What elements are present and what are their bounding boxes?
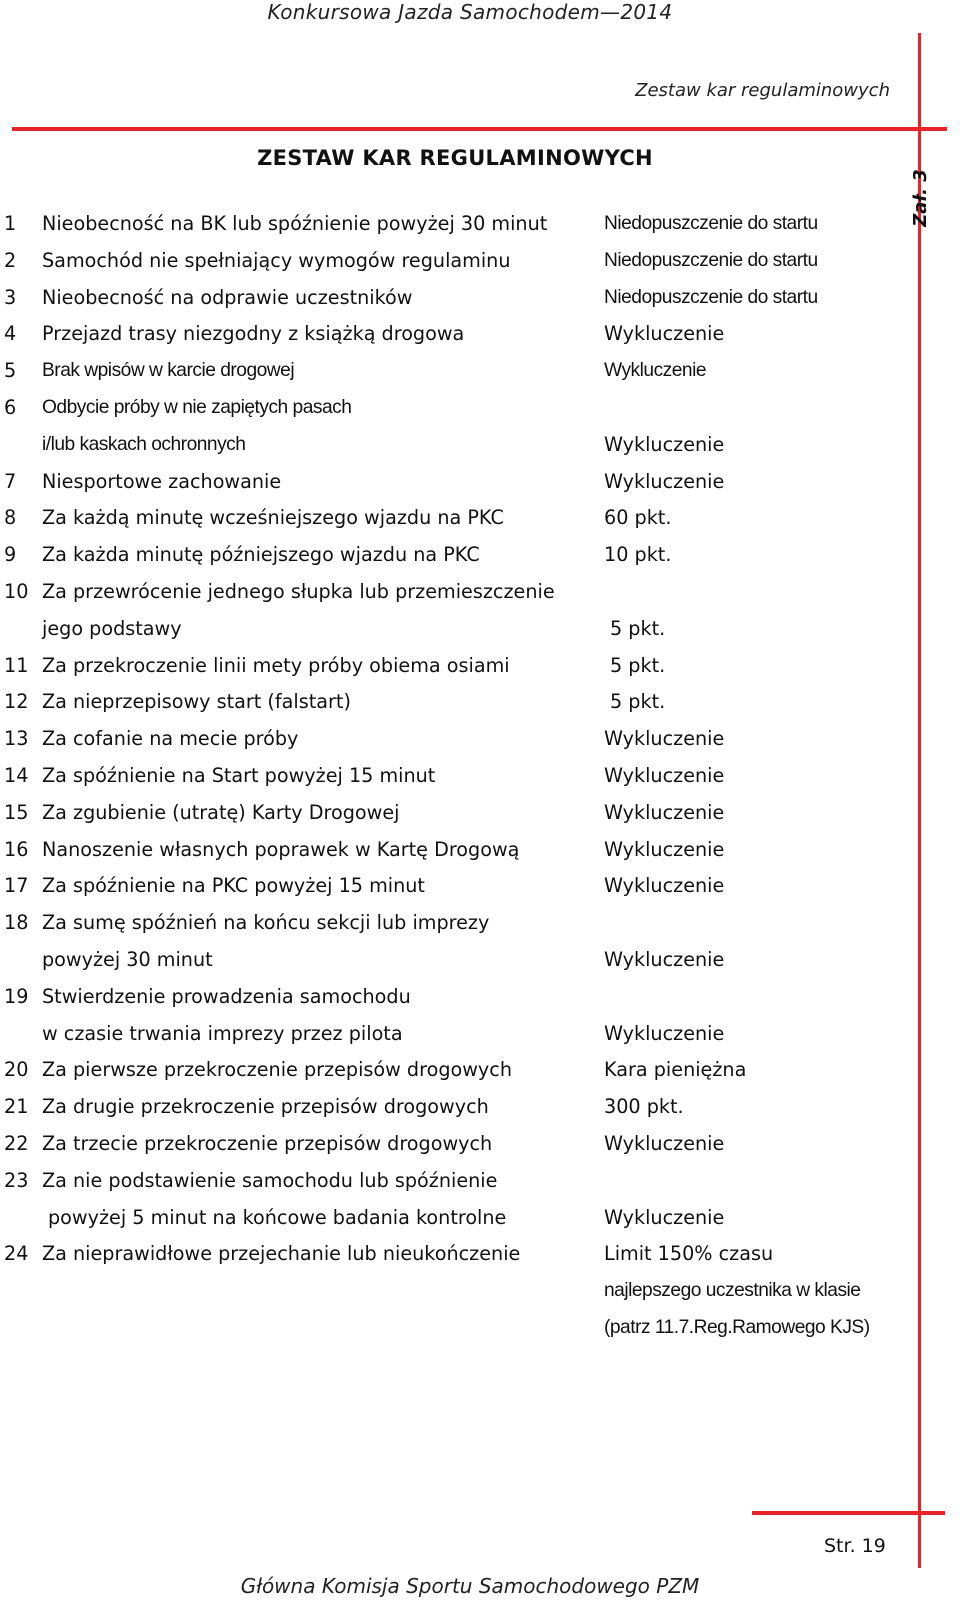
row-description: Za pierwsze przekroczenie przepisów drogowych <box>42 1058 512 1082</box>
row-penalty: Wykluczenie <box>604 837 725 861</box>
row-penalty: Wykluczenie <box>604 1131 725 1155</box>
row-description: w czasie trwania imprezy przez pilota <box>42 1021 403 1045</box>
row-description: Za spóźnienie na Start powyżej 15 minut <box>42 763 436 787</box>
row-penalty: Limit 150% czasu <box>604 1242 774 1266</box>
row-penalty: Wykluczenie <box>604 469 725 493</box>
row-number: 15 <box>4 800 29 824</box>
row-description: Przejazd trasy niezgodny z książką drogowa <box>42 322 465 346</box>
row-description: Za spóźnienie na PKC powyżej 15 minut <box>42 874 425 898</box>
table-row <box>0 464 918 501</box>
penalty-table <box>0 206 918 1347</box>
row-penalty: Wykluczenie <box>604 727 725 751</box>
row-penalty: 5 pkt. <box>610 690 666 714</box>
row-number: 22 <box>4 1131 29 1155</box>
row-penalty: 60 pkt. <box>604 506 672 530</box>
section-subtitle: Zestaw kar regulaminowych <box>635 80 890 101</box>
table-row <box>0 1126 918 1163</box>
row-description: Nieobecność na odprawie uczestników <box>42 285 413 309</box>
row-description: jego podstawy <box>42 616 182 640</box>
row-number: 7 <box>4 469 17 493</box>
table-row <box>0 684 918 721</box>
row-number: 3 <box>4 285 17 309</box>
row-number: 8 <box>4 506 17 530</box>
row-description: Za nie podstawienie samochodu lub spóźnienie <box>42 1168 498 1192</box>
row-number: 18 <box>4 911 29 935</box>
row-description: i/lub kaskach ochronnych <box>42 433 246 455</box>
row-number: 13 <box>4 727 29 751</box>
header-title: Konkursowa Jazda Samochodem—2014 <box>267 0 673 24</box>
attachment-label-text: Zał. 3 <box>910 169 931 227</box>
row-number: 21 <box>4 1095 29 1119</box>
table-row <box>0 206 918 243</box>
row-description: Brak wpisów w karcie drogowej <box>42 360 295 382</box>
row-description: Za sumę spóźnień na końcu sekcji lub imprezy <box>42 911 490 935</box>
table-row <box>0 1016 918 1053</box>
row-number: 16 <box>4 837 29 861</box>
row-number: 11 <box>4 653 29 677</box>
row-description: Niesportowe zachowanie <box>42 469 282 493</box>
table-row <box>0 979 918 1016</box>
row-description: Za nieprawidłowe przejechanie lub nieukończenie <box>42 1242 521 1266</box>
table-row <box>0 1163 918 1200</box>
row-number: 14 <box>4 763 29 787</box>
row-description: Samochód nie spełniający wymogów regulaminu <box>42 248 511 272</box>
table-row <box>0 648 918 685</box>
row-description: powyżej 30 minut <box>42 947 213 971</box>
row-number: 20 <box>4 1058 29 1082</box>
row-description: Za przekroczenie linii mety próby obiema osiami <box>42 653 510 677</box>
row-penalty: Wykluczenie <box>604 763 725 787</box>
table-row <box>0 280 918 317</box>
row-number: 24 <box>4 1242 29 1266</box>
row-penalty: Wykluczenie <box>604 800 725 824</box>
table-row <box>0 1273 918 1310</box>
table-row <box>0 1200 918 1237</box>
row-penalty: Wykluczenie <box>604 360 707 382</box>
row-penalty: 300 pkt. <box>604 1095 684 1119</box>
footer-organization: Główna Komisja Sportu Samochodowego PZM <box>240 1574 700 1598</box>
row-number: 23 <box>4 1168 29 1192</box>
row-description: Nieobecność na BK lub spóźnienie powyżej 30 minut <box>42 212 548 235</box>
row-penalty: Kara pieniężna <box>604 1058 747 1082</box>
table-row <box>0 316 918 353</box>
row-number: 12 <box>4 690 29 714</box>
row-number: 6 <box>4 395 17 419</box>
row-number: 5 <box>4 359 17 383</box>
row-penalty: 5 pkt. <box>610 653 666 677</box>
row-number: 1 <box>4 212 17 235</box>
row-description: Za nieprzepisowy start (falstart) <box>42 690 351 714</box>
row-description: Za każdą minutę wcześniejszego wjazdu na PKC <box>42 506 504 530</box>
row-penalty: Niedopuszczenie do startu <box>604 213 818 234</box>
table-row <box>0 500 918 537</box>
row-number: 2 <box>4 248 17 272</box>
row-description: Za drugie przekroczenie przepisów drogowych <box>42 1095 489 1119</box>
row-penalty: 10 pkt. <box>604 543 672 567</box>
row-description: Za cofanie na mecie próby <box>42 727 299 751</box>
red-horizontal-rule-top <box>12 127 947 131</box>
row-description: powyżej 5 minut na końcowe badania kontrolne <box>48 1205 507 1229</box>
row-penalty: najlepszego uczestnika w klasie <box>604 1280 861 1302</box>
table-row <box>0 243 918 280</box>
table-row <box>0 1310 918 1347</box>
table-row <box>0 574 918 611</box>
row-penalty: Wykluczenie <box>604 1205 725 1229</box>
row-penalty: (patrz 11.7.Reg.Ramowego KJS) <box>604 1316 870 1338</box>
row-number: 19 <box>4 984 29 1008</box>
row-number: 4 <box>4 322 17 346</box>
row-description: Nanoszenie własnych poprawek w Kartę Drogową <box>42 837 520 861</box>
table-row <box>0 832 918 869</box>
table-row <box>0 1052 918 1089</box>
row-number: 10 <box>4 579 29 603</box>
table-row <box>0 1089 918 1126</box>
table-row <box>0 611 918 648</box>
table-row <box>0 868 918 905</box>
row-description: Za trzecie przekroczenie przepisów drogowych <box>42 1131 493 1155</box>
table-row <box>0 427 918 464</box>
row-description: Stwierdzenie prowadzenia samochodu <box>42 984 411 1008</box>
row-penalty: Niedopuszczenie do startu <box>604 249 818 271</box>
row-penalty: Wykluczenie <box>604 874 725 898</box>
row-description: Odbycie próby w nie zapiętych pasach <box>42 396 352 418</box>
table-row <box>0 390 918 427</box>
row-penalty: 5 pkt. <box>610 616 666 640</box>
row-penalty: Wykluczenie <box>604 947 725 971</box>
row-description: Za zgubienie (utratę) Karty Drogowej <box>42 800 400 824</box>
row-description: Za przewrócenie jednego słupka lub przemieszczenie <box>42 579 555 603</box>
table-row <box>0 721 918 758</box>
table-row <box>0 795 918 832</box>
row-number: 17 <box>4 874 29 898</box>
table-row <box>0 537 918 574</box>
attachment-label <box>910 128 960 227</box>
table-row <box>0 758 918 795</box>
row-penalty: Wykluczenie <box>604 1021 725 1045</box>
page-number: Str. 19 <box>824 1535 886 1557</box>
red-vertical-rule <box>918 33 921 1568</box>
row-penalty: Wykluczenie <box>604 432 725 456</box>
table-row <box>0 1236 918 1273</box>
row-penalty: Niedopuszczenie do startu <box>604 286 818 308</box>
red-horizontal-rule-bottom <box>752 1511 945 1515</box>
row-description: Za każda minutę późniejszego wjazdu na PKC <box>42 543 480 567</box>
table-row <box>0 353 918 390</box>
table-row <box>0 905 918 942</box>
row-number: 9 <box>4 543 17 567</box>
row-penalty: Wykluczenie <box>604 322 725 346</box>
table-row <box>0 942 918 979</box>
document-title: ZESTAW KAR REGULAMINOWYCH <box>257 146 653 170</box>
